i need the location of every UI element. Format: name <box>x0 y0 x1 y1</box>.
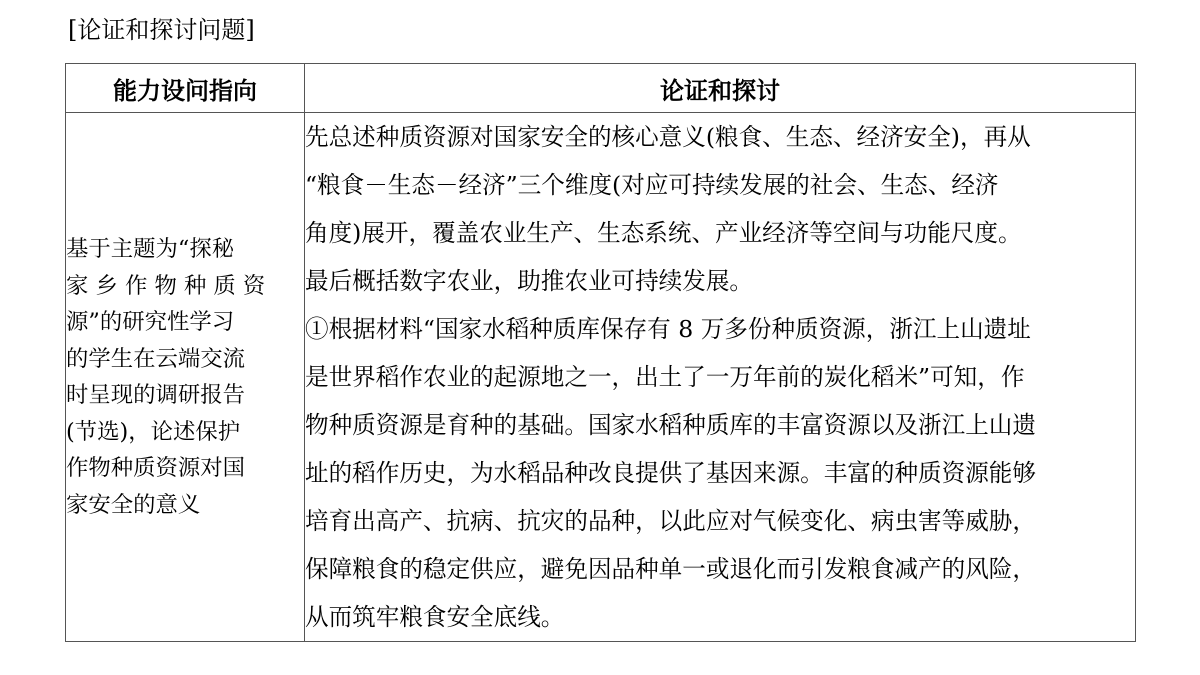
question-line: 源”的研究性学习 <box>66 309 235 335</box>
question-line: 家 乡 作 物 种 质 资 <box>66 272 266 299</box>
analysis-table <box>65 63 1136 642</box>
section-title: [论证和探讨问题] <box>68 16 255 44</box>
argument-line: 角度)展开，覆盖农业生产、生态系统、产业经济等空间与功能尺度。 <box>305 219 1022 247</box>
argument-line: ①根据材料“国家水稻种质库保存有 8 万多份种质资源，浙江上山遗址 <box>305 315 1031 343</box>
question-direction-cell <box>66 113 305 642</box>
table-row <box>66 113 1136 642</box>
argument-line: 保障粮食的稳定供应，避免因品种单一或退化而引发粮食减产的风险， <box>305 555 1036 583</box>
argument-cell <box>305 113 1136 642</box>
argument-line: “粮食－生态－经济”三个维度(对应可持续发展的社会、生态、经济 <box>305 171 999 199</box>
question-line: 的学生在云端交流 <box>66 345 246 372</box>
argument-line: 培育出高产、抗病、抗灾的品种，以此应对气候变化、病虫害等威胁， <box>305 507 1036 535</box>
question-line: 基于主题为“探秘 <box>66 236 235 262</box>
question-line: 家安全的意义 <box>66 491 201 518</box>
argument-line: 址的稻作历史，为水稻品种改良提供了基因来源。丰富的种质资源能够 <box>305 459 1036 487</box>
argument-line: 从而筑牢粮食安全底线。 <box>305 603 565 631</box>
header-ability-direction: 能力设问指向 <box>66 64 305 113</box>
argument-line: 物种质资源是育种的基础。国家水稻种质库的丰富资源以及浙江上山遗 <box>305 411 1036 439</box>
argument-line: 先总述种质资源对国家安全的核心意义(粮食、生态、经济安全)，再从 <box>305 123 1031 151</box>
table-header-row <box>66 64 1136 113</box>
question-line: 作物种质资源对国 <box>66 455 246 481</box>
question-line: (节选)，论述保护 <box>66 418 241 445</box>
argument-line: 是世界稻作农业的起源地之一，出土了一万年前的炭化稻米”可知，作 <box>305 363 1025 391</box>
header-argument-discussion: 论证和探讨 <box>305 64 1136 113</box>
argument-line: 最后概括数字农业，助推农业可持续发展。 <box>305 267 753 295</box>
question-line: 时呈现的调研报告 <box>66 382 246 408</box>
